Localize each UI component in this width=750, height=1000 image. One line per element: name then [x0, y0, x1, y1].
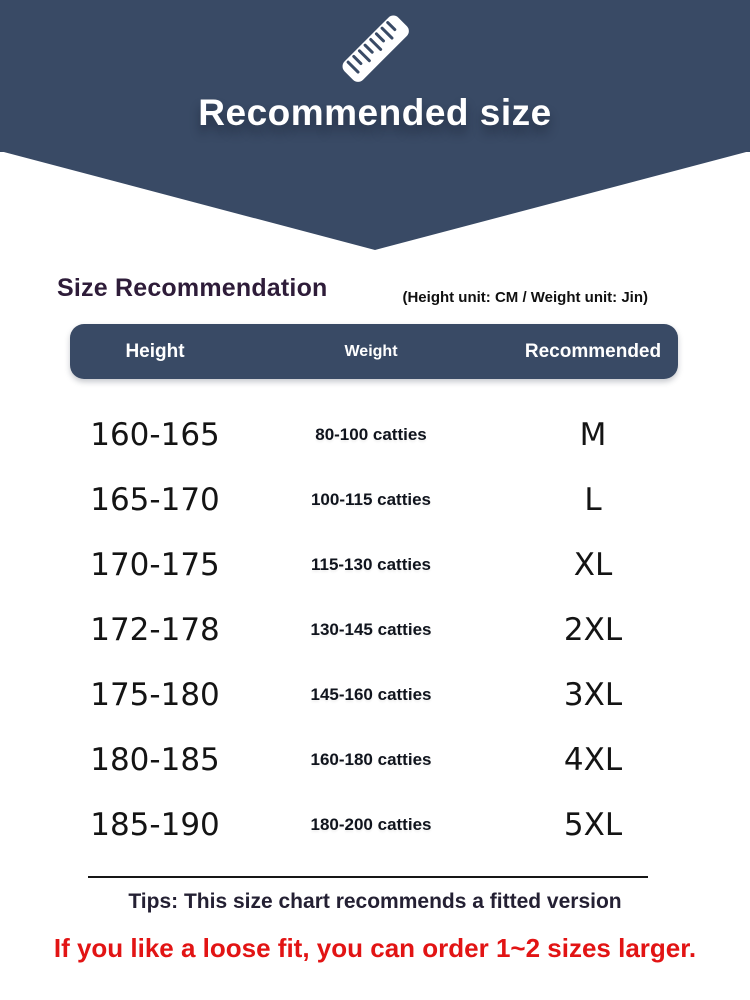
table-row [0, 662, 750, 727]
unit-note: (Height unit: CM / Weight unit: Jin) [402, 289, 648, 306]
column-header-size: Recommended size [524, 341, 662, 417]
weight-cell: 145-160 catties [310, 684, 432, 704]
height-cell: 175-180 [90, 676, 220, 713]
weight-cell: 160-180 catties [310, 749, 432, 769]
table-row [0, 532, 750, 597]
size-cell: 3XL [563, 676, 623, 713]
size-cell: 2XL [563, 611, 623, 648]
table-row [0, 467, 750, 532]
weight-cell: 100-115 catties [310, 489, 432, 509]
height-cell: 185-190 [90, 806, 220, 843]
size-cell: L [584, 481, 602, 518]
height-cell: 170-175 [90, 546, 220, 583]
size-cell: 5XL [563, 806, 623, 843]
size-cell: XL [573, 546, 613, 583]
table-row [0, 597, 750, 662]
table-row [0, 792, 750, 857]
table-header [70, 324, 678, 417]
height-cell: 172-178 [90, 611, 220, 648]
banner [0, 0, 750, 152]
ruler-icon [330, 2, 420, 94]
table-row [0, 402, 750, 467]
height-cell: 160-165 [90, 416, 220, 453]
divider-line [88, 876, 648, 878]
height-cell: 180-185 [90, 741, 220, 778]
column-header-weight: Weight [344, 343, 398, 360]
column-header-height: Height [125, 341, 185, 362]
banner-title: Recommended size [198, 92, 552, 133]
size-cell: 4XL [563, 741, 623, 778]
weight-cell: 115-130 catties [310, 554, 432, 574]
weight-cell: 180-200 catties [310, 814, 432, 834]
height-cell: 165-170 [90, 481, 220, 518]
weight-cell: 130-145 catties [310, 619, 432, 639]
banner-chevron-shape [0, 151, 750, 250]
size-cell: M [579, 416, 607, 453]
tips-text: Tips: This size chart recommends a fitted version [128, 890, 622, 913]
loose-fit-note: If you like a loose fit, you can order 1~2 sizes larger. [53, 933, 697, 963]
table-body [0, 402, 750, 857]
section-heading: Size Recommendation [57, 274, 328, 302]
table-row [0, 727, 750, 792]
weight-cell: 80-100 catties [315, 424, 427, 444]
